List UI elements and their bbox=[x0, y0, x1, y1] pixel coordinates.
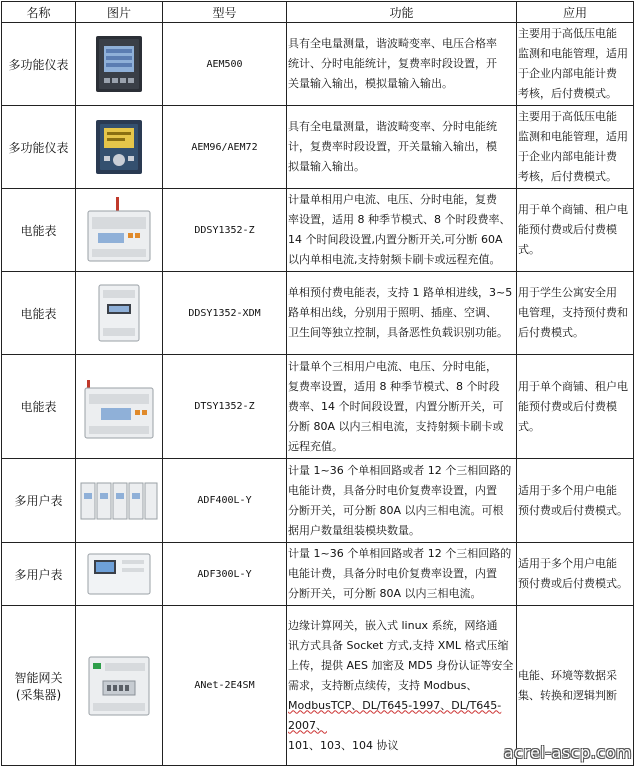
cell-image bbox=[76, 106, 163, 189]
panel-meter-color-icon bbox=[94, 118, 144, 176]
application-line: 能预付费或后付费模 bbox=[518, 399, 617, 413]
application-line: 电管理，支持预付费和 bbox=[518, 306, 628, 319]
cell-application bbox=[517, 355, 634, 459]
application-line: 用于单个商铺、租户电 bbox=[518, 379, 628, 393]
cell-image bbox=[76, 189, 163, 272]
header-application: 应用 bbox=[517, 2, 634, 23]
header-function: 功能 bbox=[287, 2, 517, 23]
function-line: 以内单相电流,支持射频卡刷卡或远程充值。 bbox=[288, 253, 501, 266]
function-line: 计量单个三相用户电流、电压、分时电能， bbox=[288, 359, 497, 373]
cell-image bbox=[76, 543, 163, 606]
table-row bbox=[2, 106, 634, 189]
function-line: 关量输入输出，模拟量输入输出。 bbox=[288, 77, 453, 90]
function-line: 14 个时间段设置,内置分断开关,可分断 60A bbox=[288, 233, 503, 246]
cell-function bbox=[287, 23, 517, 106]
function-line: 需求，支持断点续传，支持 Modbus、 bbox=[288, 678, 478, 692]
cell-image bbox=[76, 272, 163, 355]
application-line: 监测和电能管理，适用 bbox=[518, 47, 628, 60]
cell-name: 多用户表 bbox=[2, 543, 76, 606]
function-line: 计，复费率时段设置，开关量输入输出，模 bbox=[288, 140, 497, 153]
cell-name: 电能表 bbox=[2, 355, 76, 459]
cell-application bbox=[517, 459, 634, 543]
application-line: 主要用于高低压电能 bbox=[518, 110, 617, 123]
function-line: 计量 1~36 个单相回路或者 12 个三相回路的 bbox=[288, 463, 512, 477]
cell-application bbox=[517, 272, 634, 355]
application-line: 预付费或后付费模式。 bbox=[518, 577, 628, 590]
function-line: 远程充值。 bbox=[288, 439, 343, 453]
cell-model: AEM500 bbox=[163, 23, 287, 106]
application-line: 适用于多个用户电能 bbox=[518, 557, 617, 570]
header-image: 图片 bbox=[76, 2, 163, 23]
function-line: 分断开关，可分断 80A 以内三相电流。可根 bbox=[288, 503, 504, 517]
application-line: 主要用于高低压电能 bbox=[518, 27, 617, 40]
cell-name: 电能表 bbox=[2, 189, 76, 272]
header-row bbox=[2, 2, 634, 23]
header-name: 名称 bbox=[2, 2, 76, 23]
cell-model: DDSY1352-XDM bbox=[163, 272, 287, 355]
name-line: (采集器) bbox=[15, 687, 62, 702]
table-row bbox=[2, 189, 634, 272]
application-line: 用于单个商铺、租户电 bbox=[518, 203, 628, 216]
application-line: 于企业内部电能计费 bbox=[518, 67, 617, 80]
application-line: 用于学生公寓安全用 bbox=[518, 286, 617, 299]
panel-meter-icon bbox=[94, 34, 144, 94]
gateway-device-icon bbox=[83, 651, 155, 721]
din-rail-meter-antenna-icon bbox=[82, 195, 156, 265]
application-line: 监测和电能管理，适用 bbox=[518, 130, 628, 143]
function-line: 拟量输入输出。 bbox=[288, 160, 365, 173]
cell-name bbox=[2, 606, 76, 766]
application-line: 考核，后付费模式。 bbox=[518, 170, 617, 183]
cell-image bbox=[76, 23, 163, 106]
watermark: acrel-ascp.com bbox=[503, 743, 632, 762]
cell-application bbox=[517, 189, 634, 272]
function-line: 统计、分时电能统计，复费率时段设置，开 bbox=[288, 57, 497, 70]
table-row bbox=[2, 606, 634, 766]
cell-function bbox=[287, 606, 517, 766]
table-row bbox=[2, 459, 634, 543]
table-row bbox=[2, 272, 634, 355]
cell-model: ADF300L-Y bbox=[163, 543, 287, 606]
application-line: 于企业内部电能计费 bbox=[518, 150, 617, 163]
application-line: 预付费或后付费模式。 bbox=[518, 503, 628, 517]
application-line: 式。 bbox=[518, 243, 540, 256]
function-line: ModbusTCP、DL/T645-1997、DL/T645-2007、 bbox=[288, 698, 502, 732]
function-line: 讯方式具备 Socket 方式,支持 XML 格式压缩 bbox=[288, 638, 509, 652]
function-line: 101、103、104 协议 bbox=[288, 738, 399, 752]
cell-function bbox=[287, 355, 517, 459]
application-line: 后付费模式。 bbox=[518, 326, 584, 339]
cell-name: 多用户表 bbox=[2, 459, 76, 543]
multi-user-meter-modules-icon bbox=[79, 479, 159, 523]
cell-name: 多功能仪表 bbox=[2, 23, 76, 106]
function-line: 具有全电量测量，谐波畸变率、分时电能统 bbox=[288, 120, 497, 133]
cell-application bbox=[517, 23, 634, 106]
cell-model: ANet-2E4SM bbox=[163, 606, 287, 766]
cell-image bbox=[76, 606, 163, 766]
cell-application bbox=[517, 606, 634, 766]
function-line: 率设置，适用 8 种季节模式、8 个时段费率、 bbox=[288, 213, 511, 226]
cell-function bbox=[287, 543, 517, 606]
application-line: 考核，后付费模式。 bbox=[518, 87, 617, 100]
application-line: 集、转换和逻辑判断 bbox=[518, 688, 617, 702]
cell-name: 多功能仪表 bbox=[2, 106, 76, 189]
function-line: 路单相出线，分别用于照明、插座、空调、 bbox=[288, 306, 497, 319]
function-line: 上传，提供 AES 加密及 MD5 身份认证等安全 bbox=[288, 658, 514, 672]
multi-user-meter-box-icon bbox=[84, 550, 154, 598]
function-line: 复费率设置，适用 8 种季节模式、8 个时段 bbox=[288, 379, 500, 393]
name-line: 智能网关 bbox=[14, 670, 63, 685]
cell-application bbox=[517, 543, 634, 606]
function-line: 分断开关，可分断 80A 以内三相电流。 bbox=[288, 587, 482, 600]
function-line: 电能计费，具备分时电价复费率设置，内置 bbox=[288, 483, 497, 497]
function-line: 电能计费，具备分时电价复费率设置，内置 bbox=[288, 567, 497, 580]
cell-model: DTSY1352-Z bbox=[163, 355, 287, 459]
application-line: 电能、环境等数据采 bbox=[518, 668, 617, 682]
function-line: 卫生间等独立控制，具备恶性负载识别功能。 bbox=[288, 326, 508, 339]
cell-function bbox=[287, 459, 517, 543]
function-line: 具有全电量测量，谐波畸变率、电压合格率 bbox=[288, 37, 497, 50]
cell-image bbox=[76, 459, 163, 543]
application-line: 式。 bbox=[518, 419, 540, 433]
header-model: 型号 bbox=[163, 2, 287, 23]
table-row bbox=[2, 23, 634, 106]
cell-model: AEM96/AEM72 bbox=[163, 106, 287, 189]
function-line: 单相预付费电能表，支持 1 路单相进线，3~5 bbox=[288, 286, 513, 299]
application-line: 适用于多个用户电能 bbox=[518, 483, 617, 497]
cell-image bbox=[76, 355, 163, 459]
table-row bbox=[2, 543, 634, 606]
function-line: 分断 80A 以内三相电流，支持射频卡刷卡或 bbox=[288, 419, 504, 433]
cell-model: DDSY1352-Z bbox=[163, 189, 287, 272]
function-line: 计量单相用户电流、电压、分时电能，复费 bbox=[288, 193, 497, 206]
function-line: 据用户数量组装模块数量。 bbox=[288, 523, 420, 537]
din-rail-meter-icon bbox=[96, 282, 142, 344]
function-line: 计量 1~36 个单相回路或者 12 个三相回路的 bbox=[288, 547, 512, 560]
cell-name: 电能表 bbox=[2, 272, 76, 355]
application-line: 能预付费或后付费模 bbox=[518, 223, 617, 236]
function-line: 费率、14 个时间段设置，内置分断开关，可 bbox=[288, 399, 504, 413]
cell-function bbox=[287, 106, 517, 189]
function-line: 边缘计算网关，嵌入式 linux 系统，网络通 bbox=[288, 618, 498, 632]
table-row bbox=[2, 355, 634, 459]
three-phase-meter-icon bbox=[81, 372, 157, 442]
cell-function bbox=[287, 189, 517, 272]
cell-model: ADF400L-Y bbox=[163, 459, 287, 543]
cell-application bbox=[517, 106, 634, 189]
product-table bbox=[1, 1, 634, 766]
cell-function bbox=[287, 272, 517, 355]
